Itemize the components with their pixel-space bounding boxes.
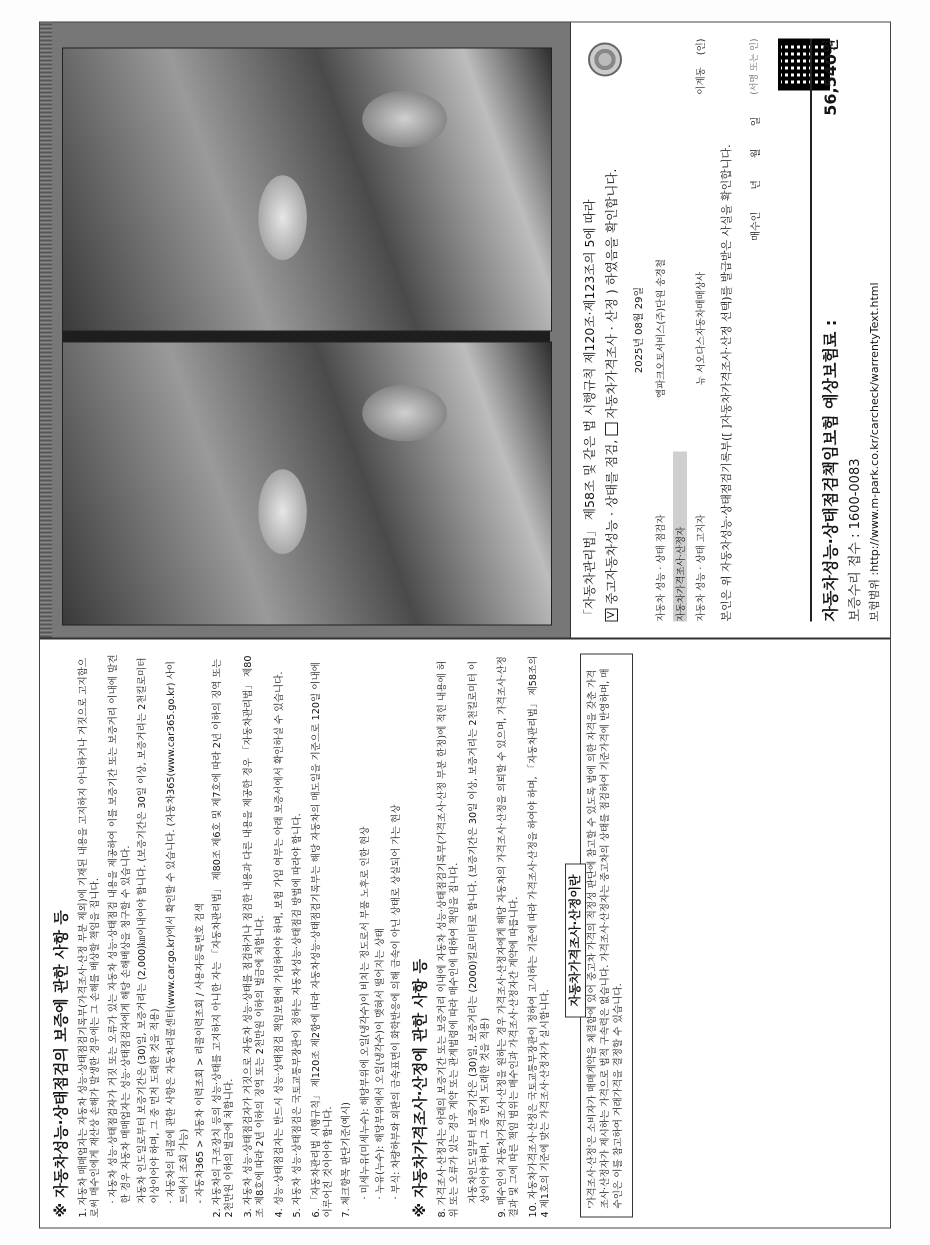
signer-name bbox=[653, 39, 667, 206]
term-item-6: 6. 「자동차관리법 시행규칙」 제120조 제2항에 따라 자동차성능·상태점검기록부는 해당 자동차의 매도일을 기준으로 120일 이내에 이루어진 것이어야 합니다. bbox=[310, 661, 334, 1218]
term-item-1-sub-a: · 자동차 성능·상태점검자가 거짓 또는 오류가 있는 자동차 성능·상태점검 내용을 제공하여 이를 보증기간 또는 보증거리 이내에 발견한 경우 자동차 매매업자는 성능·상태점검자에게 해당 손해배상을 청구할 수 있습니다. bbox=[108, 654, 132, 1204]
buyer-sign-placeholder: (서명 또는 인) bbox=[749, 38, 760, 95]
certificate-column bbox=[40, 23, 890, 638]
insurance-premium-row bbox=[818, 39, 841, 622]
buyer-signature-row bbox=[747, 39, 762, 622]
checkbox-inspection[interactable]: V bbox=[605, 609, 618, 622]
confirmation-suffix: ) 하였음을 확인합니다. bbox=[604, 168, 619, 295]
buyer-label: 매수인 bbox=[750, 211, 762, 241]
term-item-9: 9. 매수인이 자동차가격조사·산정을 원하는 경우 가격조사·산정자에게 해당 자동차의 가격조사·산정을 의뢰할 수 있으며, 가격조사·산정 결과 및 그에 따른 책임 범위는 매수인과 가격조사·산정자간 계약에 따릅니다. bbox=[496, 656, 521, 1218]
vehicle-photo-rear bbox=[62, 48, 552, 332]
price-definition-title: 자동차가격조사·산정이란 bbox=[565, 863, 587, 1017]
issue-date: 2025년 08월 29일 bbox=[634, 286, 645, 374]
price-definition-box: '가격조사·산정'은 소비자가 매매계약을 체결함에 있어 중고차 가격의 적정성 판단에 참고할 수 있도록 법에 의한 자격을 갖춘 가격조사·산정자가 제시하는 가격으로 법적 구속력은 없습니다. 가격조사·산정자는 중고차의 상태를 점검하여 기준가격에 반영하며, 매수인은 이를 참고하여 거래가격을 결정할 수 있습니다. bbox=[580, 654, 633, 1218]
insurance-footer bbox=[810, 39, 882, 622]
term-item-7-bullet: · 미세누유(미세누수): 해당부위에 오일(냉각수)이 비치는 정도로서 부품 노후로 인한 현상 bbox=[359, 826, 371, 1200]
term-item-1-sub-b: 자동차 인도일로부터 보증기간은 (30)일, 보증거리는 (2,000)㎞이내여야 합니다. (보증기간은 30일 이상, 보증거리는 2천킬로미터 이상이어야 하며, 그 중 먼저 도래한 것을 적용) bbox=[137, 657, 161, 1204]
warranty-url-link[interactable]: 보험범위 :http://www.m-park.co.kr/carcheck/warrentyText.html bbox=[868, 282, 881, 622]
term-item-7: 7. 체크항목 판단기준(예시) bbox=[341, 1102, 353, 1218]
term-item-7-bullet: · 부식: 차량하부와 외판의 금속표면이 화학반응에 의해 금속이 아닌 상태로 상실되어 가는 현상 bbox=[390, 804, 402, 1200]
signer-role: 자동차가격조사·산정자 bbox=[673, 452, 687, 622]
vehicle-photo-strip bbox=[40, 23, 571, 638]
checkbox-price-survey-label: 자동차가격조사 · 산정 bbox=[604, 298, 619, 419]
insurance-amount: 56,540원 bbox=[821, 38, 840, 116]
lift-post bbox=[62, 332, 550, 342]
term-item-2: 2. 자동차의 구조장치 등의 성능·상태를 고지하지 아니한 자는 「자동차관리법」 제80조 제6호 및 제7호에 따라 2년 이하의 징역 또는 2천만원 이하의 벌금에 처합니다. bbox=[211, 658, 236, 1218]
certificate-text bbox=[580, 39, 762, 622]
signer-name-text: 이계동 bbox=[696, 67, 707, 95]
signer-row bbox=[653, 39, 667, 622]
term-item-1-sub-c: · 자동차의 리콜에 관한 사항은 자동차리콜센터(www.car.go.kr)에서 확인할 수 있습니다. (자동차365(www.car365.go.kr) 사이트에서 조회 가능) bbox=[166, 660, 190, 1204]
warranty-phone: 보증수리 접수 : 1600-0083 bbox=[848, 458, 863, 622]
rotated-form-sheet bbox=[39, 22, 891, 1229]
term-item-1-sub-d: - 자동차365 > 자동차 이력조회 > 리콜이력조회 / 사용자등록번호 검색 bbox=[195, 903, 207, 1204]
signer-row bbox=[693, 39, 707, 622]
signer-role: 자동차 성능 · 상태 고지자 bbox=[696, 514, 707, 622]
signer-org: 엠파크오토서비스(주)단원 송경철 bbox=[656, 259, 667, 398]
term-item-10: 10. 자동차가격조사·산정은 국토교통부장관이 정하여 고시하는 기준에 따라 가격조사·산정을 하여야 하며, 「자동차관리법」 제58조의4 제1호의 기준에 맞는 가격조사·산정자가 실시합니다. bbox=[527, 655, 552, 1218]
term-item-5: 5. 자동차 성능·상태점검은 국토교통부장관이 정하는 자동차성능·상태점검 방법에 따라야 합니다. bbox=[292, 813, 304, 1218]
photo-border bbox=[40, 23, 52, 638]
section-title-warranty: ※ 자동차성능·상태점검의 보증에 관한 사항 등 bbox=[52, 910, 70, 1218]
checkbox-inspection-label: 중고자동차성능 · 상태를 점검, bbox=[604, 439, 619, 605]
insurance-title: 자동차성능·상태점검책임보험 예상보험료 : bbox=[821, 319, 840, 622]
term-item-1: 1. 자동차 매매업자는 자동차 성능·상태점검기록부(가격조사·산정 부분 제외)에 기재된 내용을 고지하지 아니하거나 거짓으로 고지함으로써 매수인에게 재산상 손해가 발생한 경우에는 그 손해를 배상할 책임을 집니다. bbox=[77, 657, 101, 1218]
signer-org bbox=[673, 214, 687, 444]
buyer-month: 월 bbox=[750, 148, 762, 159]
term-item-3: 3. 자동차 성능·상태점검자가 거짓으로 자동차 성능·상태를 점검하거나 점검한 내용과 다른 내용을 제공한 경우 「자동차관리법」 제80조 제8호에 따라 2년 이하의 징역 또는 2천만원 이하의 벌금에 처합니다. bbox=[242, 655, 267, 1218]
signer-row bbox=[673, 39, 687, 622]
buyer-year: 년 bbox=[750, 180, 762, 190]
signer-name bbox=[693, 39, 707, 206]
terms-column bbox=[40, 638, 890, 1228]
section-title-price: ※ 자동차가격조사·산정에 관한 사항 등 bbox=[411, 958, 430, 1218]
signature-mark: (인) bbox=[696, 38, 707, 56]
vehicle-photo-front bbox=[62, 342, 552, 626]
signer-role: 자동차 성능 · 상태 점검자 bbox=[656, 514, 667, 622]
buyer-acknowledgement: 본인은 위 자동차성능·상태점검기록부([ ]자동차가격조사·산정 선택)를 발급받은 사실을 확인합니다. bbox=[720, 144, 733, 622]
legal-basis: 「자동차관리법」 제58조 및 같은 법 시행규칙 제120조·제123조의 5에 따라 bbox=[582, 199, 597, 622]
term-item-4: 4. 성능·상태점검자는 반드시 성능·상태점검 책임보험에 가입하여야 하며, 보험 가입 여부는 아래 보증서에서 확인하실 수 있습니다. bbox=[273, 671, 285, 1218]
term-item-8-sub: 자동차인도일부터 보증기간은 (30)일, 보증거리는 (2000)킬로미터로 합니다. (보증기간은 30일 이상, 보증거리는 2천킬로미터 이상이어야 하며, 그 중 먼저 도래한 것을 적용) bbox=[467, 660, 492, 1204]
buyer-day: 일 bbox=[750, 116, 762, 127]
signer-org: 뉴 서오다스자동차매매상사 bbox=[696, 271, 707, 386]
inspection-type-row bbox=[602, 39, 620, 622]
signer-name bbox=[673, 39, 687, 206]
checkbox-price-survey[interactable] bbox=[605, 423, 618, 436]
term-item-8: 8. 가격조사·산정자는 아래의 보증기간 또는 보증거리 이내에 자동차 성능·상태점검기록부(가격조사·산정 부분 한정)에 적힌 내용에 허위 또는 오류가 있는 경우 계약 또는 관계법령에 따라 매수인에 대하여 책임을 집니다. bbox=[436, 660, 461, 1218]
term-item-7-bullet: · 누유(누수): 해당부위에서 오일(냉각수)이 맺혀서 떨어지는 상태 bbox=[375, 928, 387, 1200]
